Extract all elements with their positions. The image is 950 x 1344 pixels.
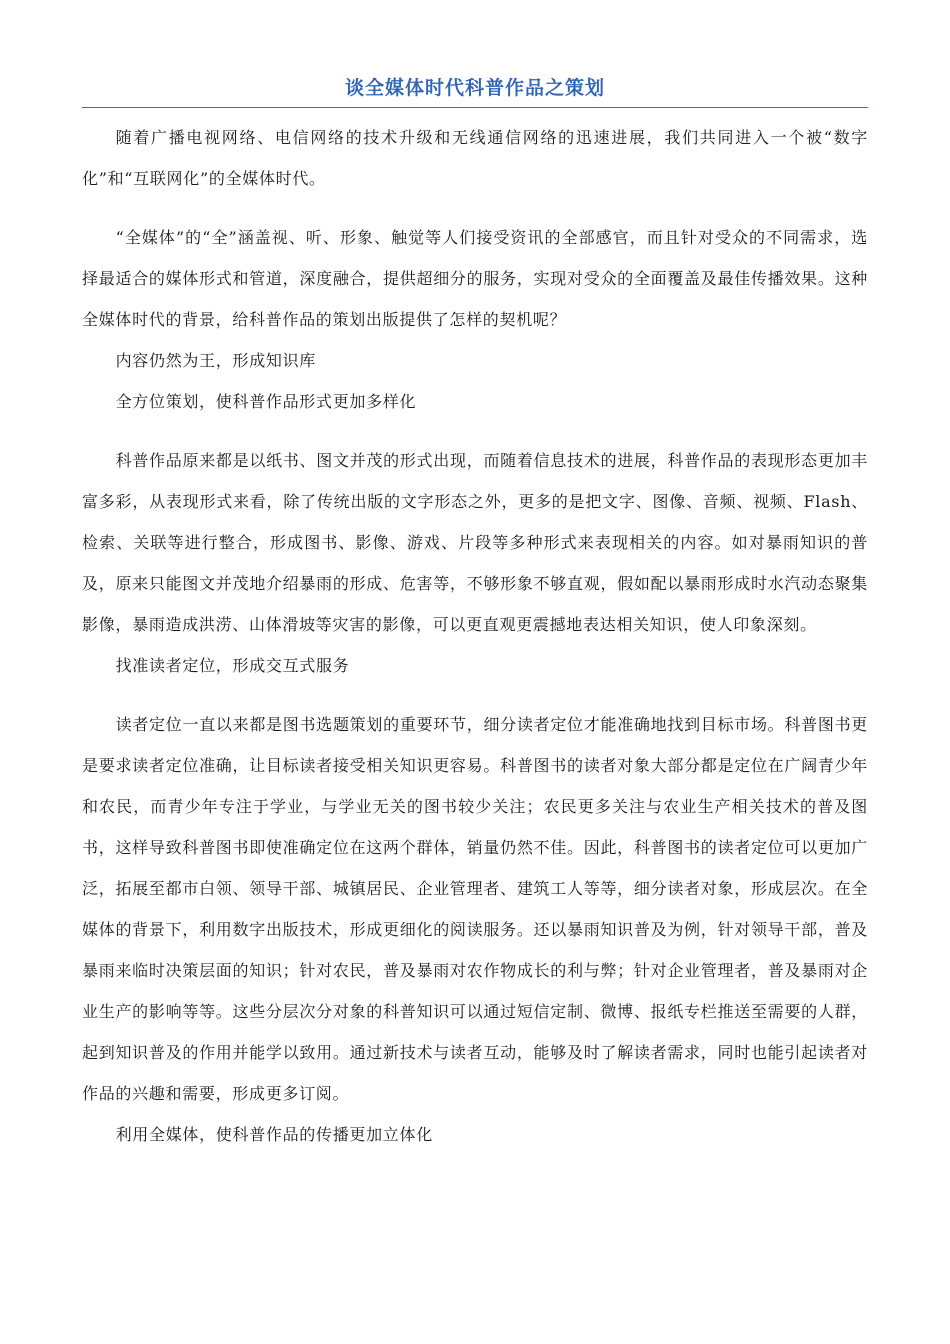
paragraph-intro: 随着广播电视网络、电信网络的技术升级和无线通信网络的迅速进展，我们共同进入一个被“数字化”和“互联网化”的全媒体时代。 <box>82 128 868 188</box>
section-heading-content: 内容仍然为王，形成知识库 <box>115 351 316 370</box>
document-page <box>82 74 868 1155</box>
document-title: 谈全媒体时代科普作品之策划 <box>344 77 605 99</box>
paragraph-readers: 读者定位一直以来都是图书选题策划的重要环节，细分读者定位才能准确地找到目标市场。科普图书更是要求读者定位准确，让目标读者接受相关知识更容易。科普图书的读者对象大部分都是定位在广阔青少年和农民，而青少年专注于学业，与学业无关的图书较少关注；农民更多关注与农业生产相关技术的普及图书，这样导致科普图书即使准确定位在这两个群体，销量仍然不佳。因此，科普图书的读者定位可以更加广泛，拓展至都市白领、领导干部、城镇居民、企业管理者、建筑工人等等，细分读者对象，形成层次。在全媒体的背景下，利用数字出版技术，形成更细化的阅读服务。还以暴雨知识普及为例，针对领导干部，普及暴雨来临时决策层面的知识；针对农民，普及暴雨对农作物成长的利与弊；针对企业管理者，普及暴雨对企业生产的影响等等。这些分层次分对象的科普知识可以通过短信定制、微博、报纸专栏推送至需要的人群，起到知识普及的作用并能学以致用。通过新技术与读者互动，能够及时了解读者需求，同时也能引起读者对作品的兴趣和需要，形成更多订阅。 <box>82 715 868 1103</box>
paragraph-all-media: “全媒体”的“全”涵盖视、听、形象、触觉等人们接受资讯的全部感官，而且针对受众的不同需求，选择最适合的媒体形式和管道，深度融合，提供超细分的服务，实现对受众的全面覆盖及最佳传播效果。这种全媒体时代的背景，给科普作品的策划出版提供了怎样的契机呢？ <box>82 228 868 329</box>
section-heading-spread: 利用全媒体，使科普作品的传播更加立体化 <box>115 1125 433 1144</box>
section-heading-readers: 找准读者定位，形成交互式服务 <box>115 656 350 675</box>
paragraph-forms: 科普作品原来都是以纸书、图文并茂的形式出现，而随着信息技术的进展，科普作品的表现形态更加丰富多彩，从表现形式来看，除了传统出版的文字形态之外，更多的是把文字、图像、音频、视频、Flash、检索、关联等进行整合，形成图书、影像、游戏、片段等多种形式来表现相关的内容。如对暴雨知识的普及，原来只能图文并茂地介绍暴雨的形成、危害等，不够形象不够直观，假如配以暴雨形成时水汽动态聚集影像，暴雨造成洪涝、山体滑坡等灾害的影像，可以更直观更震撼地表达相关知识，使人印象深刻。 <box>82 451 868 634</box>
section-heading-planning: 全方位策划，使科普作品形式更加多样化 <box>115 392 417 411</box>
title-underline <box>82 107 868 108</box>
